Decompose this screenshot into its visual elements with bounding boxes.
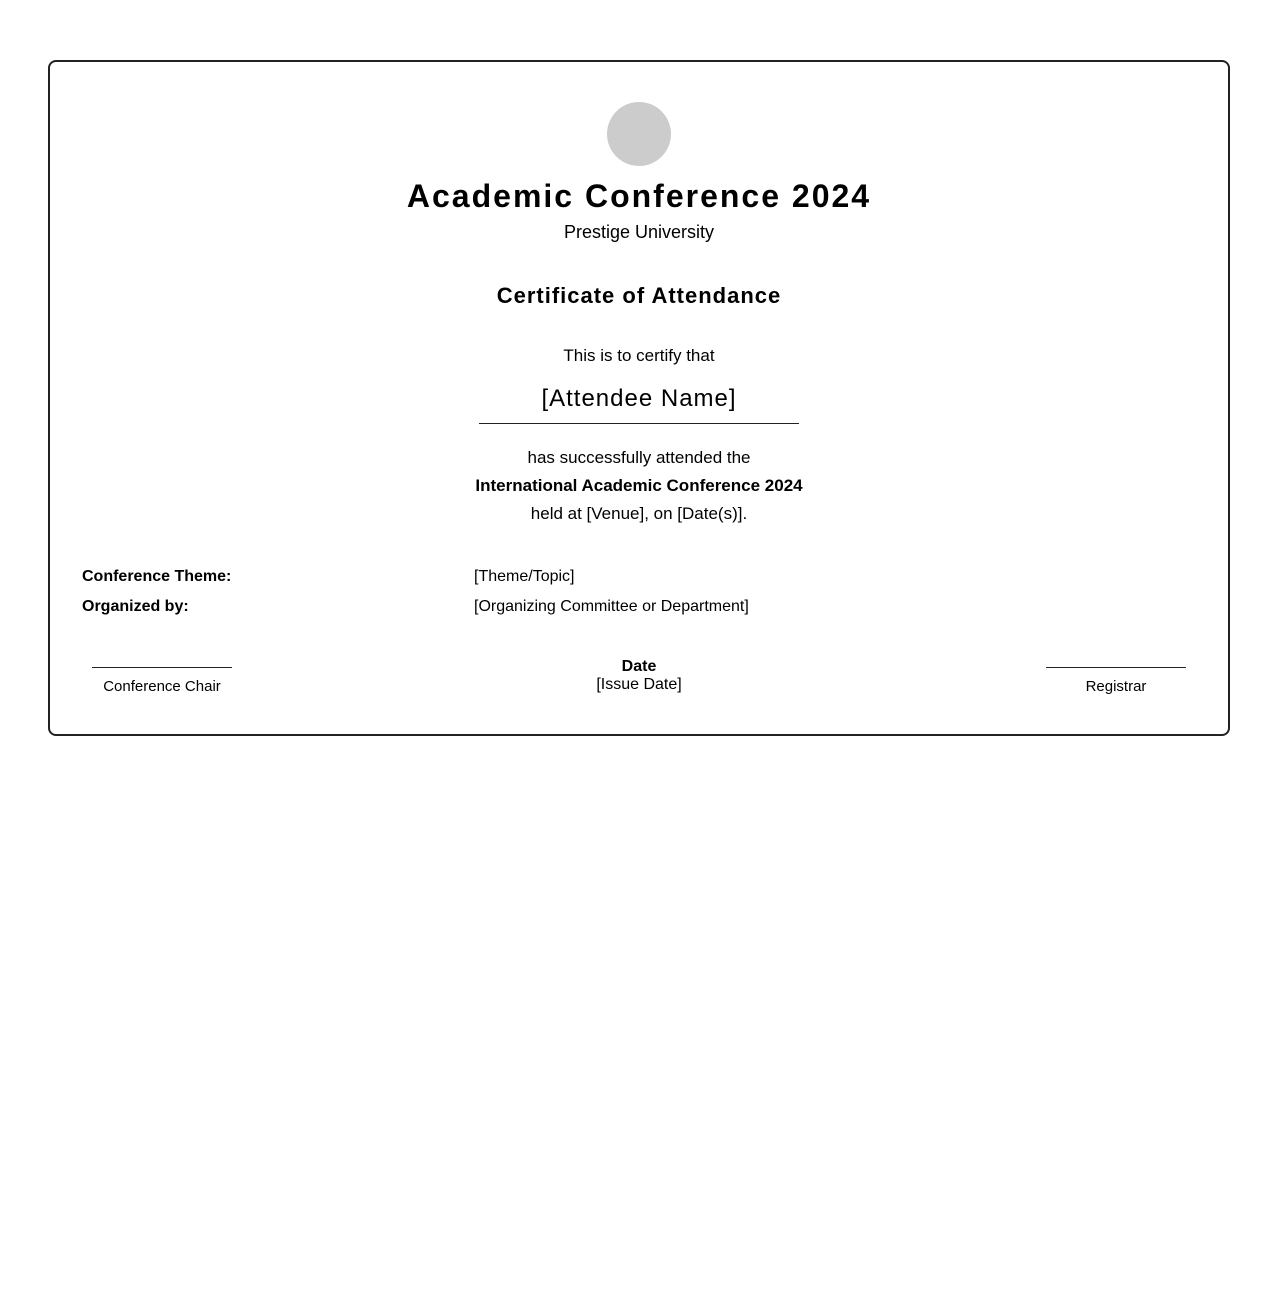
info-value: [Theme/Topic] xyxy=(474,568,575,585)
institution-name: Prestige University xyxy=(563,222,715,242)
signature-line xyxy=(1046,667,1186,668)
certificate-card xyxy=(48,60,1230,736)
issue-date-block xyxy=(92,658,1186,694)
signature-registrar xyxy=(1046,658,1186,696)
date-label: Date xyxy=(621,658,657,675)
signature-label: Registrar xyxy=(1085,678,1147,695)
certificate-title: Academic Conference 2024 xyxy=(406,178,872,214)
info-value: [Organizing Committee or Department] xyxy=(474,598,749,615)
body-line-attended: has successfully attended the xyxy=(527,448,751,467)
certificate-heading: Certificate of Attendance xyxy=(496,283,782,308)
info-label: Organized by: xyxy=(82,598,189,615)
body-line-venue: held at [Venue], on [Date(s)]. xyxy=(530,504,748,523)
attendee-name: [Attendee Name] xyxy=(479,382,799,424)
date-value: [Issue Date] xyxy=(596,676,682,693)
info-label: Conference Theme: xyxy=(82,568,232,585)
info-row-theme xyxy=(82,562,1196,592)
signatures-section xyxy=(92,658,1186,718)
certificate-body xyxy=(50,444,1228,528)
logo-placeholder-icon xyxy=(607,102,671,166)
conference-info xyxy=(82,562,1196,622)
info-row-organizer xyxy=(82,592,1196,622)
signature-label: Conference Chair xyxy=(103,678,221,695)
certify-text: This is to certify that xyxy=(563,346,715,365)
event-name: International Academic Conference 2024 xyxy=(475,476,803,495)
